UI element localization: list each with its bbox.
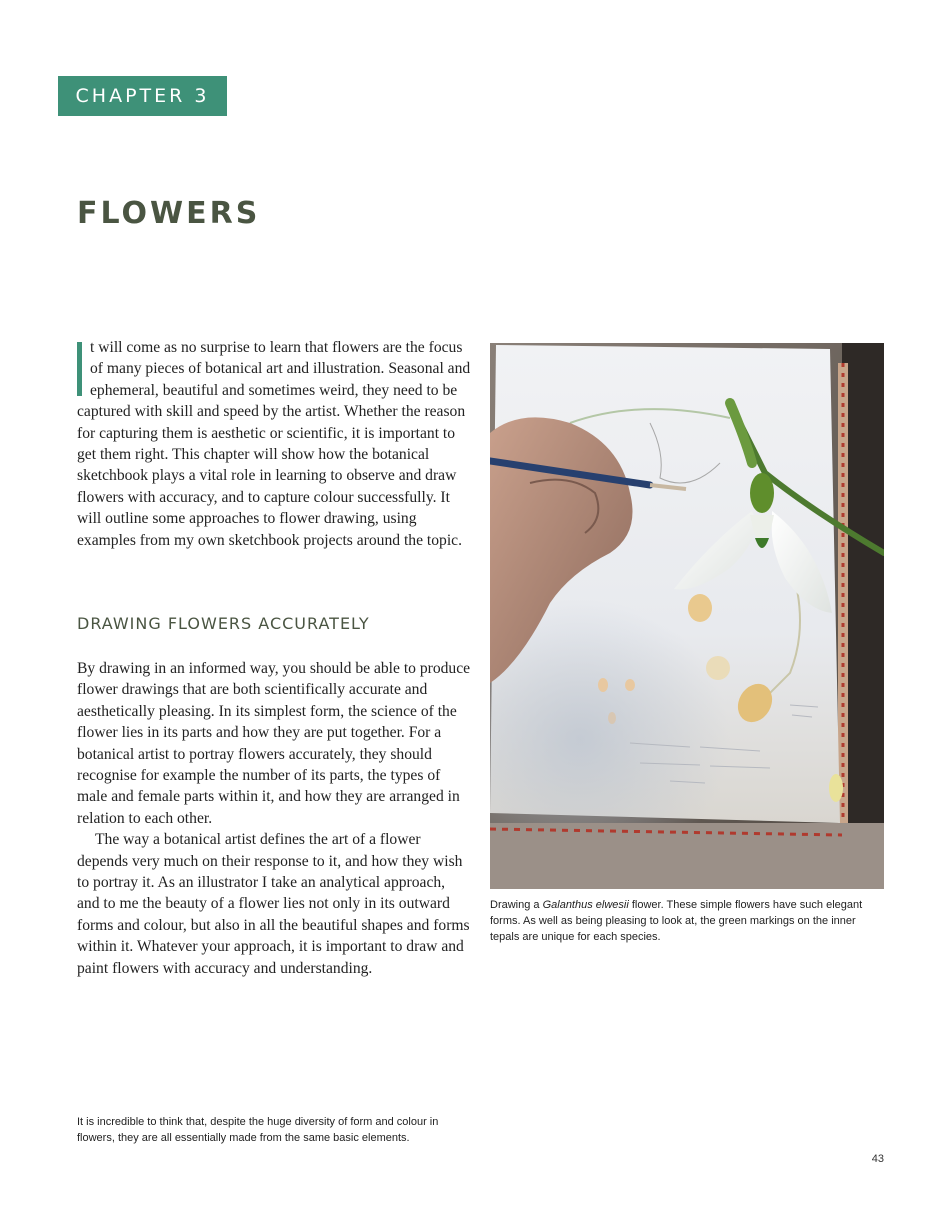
intro-paragraph	[77, 337, 471, 551]
page-number: 43	[871, 1153, 884, 1165]
snowdrop-drawing-photo	[490, 343, 884, 889]
footnote: It is incredible to think that, despite the huge diversity of form and colour in flowers, they are all essentially made from the same basic elements.	[77, 1116, 439, 1144]
section-heading: DRAWING FLOWERS ACCURATELY	[77, 614, 370, 633]
intro-text: t will come as no surprise to learn that flowers are the focus of many pieces of botanical art and illustration. Seasonal and ephemeral, beautiful and sometimes weird, they need to be captured with skill and speed by the artist. Whether the reason for capturing them is aesthetic or scientific, it is important to get them right. This chapter will show how the botanical sketchbook plays a vital role in learning to observe and draw flowers with accuracy, and to capture colour successfully. It will outline some approaches to flower drawing, using examples from my own sketchbook projects around the topic.	[77, 339, 471, 549]
body-paragraph: By drawing in an informed way, you should be able to produce flower drawings that are both scientifically accurate and aesthetically pleasing. In its simplest form, the science of the flower lies in its parts and how they are put together. For a botanical artist to portray flowers accurately, they should recognise for example the number of its parts, the types of male and female parts within it, and how they are arranged in relation to each other.	[77, 660, 471, 827]
caption-prefix: Drawing a	[490, 899, 543, 911]
section-body	[77, 658, 471, 979]
caption-species: Galanthus elwesii	[542, 899, 629, 911]
figure-caption	[490, 897, 884, 945]
drop-cap	[77, 342, 82, 396]
body-paragraph: The way a botanical artist defines the art of a flower depends very much on their response to it, and how they wish to portray it. As an illustrator I take an analytical approach, and to me the beauty of a flower lies not only in its outward forms and colour, but also in all the beautiful shapes and forms within it. Whatever your approach, it is important to draw and paint flowers with accuracy and understanding.	[77, 831, 470, 977]
page-title: FLOWERS	[77, 196, 261, 231]
caption-rest: flower. These simple flowers have such elegant forms. As well as being pleasing to look at, the green markings on the inner tepals are unique for each species.	[490, 899, 863, 943]
chapter-tag: CHAPTER 3	[58, 76, 227, 116]
